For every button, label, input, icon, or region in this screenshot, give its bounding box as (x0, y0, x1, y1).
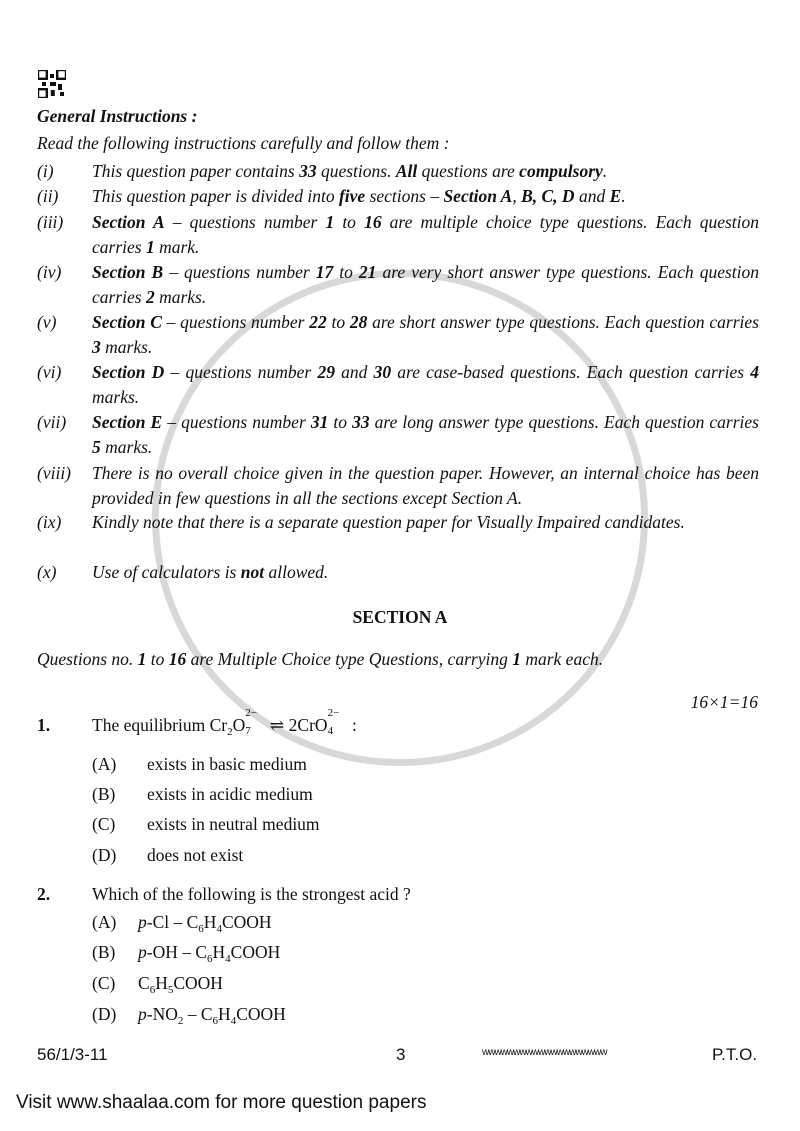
text: H (218, 1004, 231, 1024)
option-label: (C) (92, 973, 116, 993)
text: to (146, 649, 169, 669)
option-b (92, 942, 280, 963)
bold-text: Section A (92, 212, 165, 232)
bold-text: compulsory (519, 161, 603, 181)
subscript: 4 (216, 923, 222, 935)
text: are long answer type questions. Each question carries (369, 412, 759, 432)
text: to (326, 312, 350, 332)
bold-text: 5 (92, 436, 101, 457)
option-text (147, 845, 243, 865)
option-label: (B) (92, 784, 116, 804)
text: to (328, 412, 353, 432)
italic-text: p (138, 1004, 147, 1024)
section-marks: 16×1=16 (690, 692, 758, 712)
instruction-item (37, 510, 759, 535)
text: exists in acidic medium (147, 784, 313, 804)
instruction-text (92, 310, 759, 359)
pto-label: P.T.O. (712, 1045, 758, 1064)
text: – questions number (162, 412, 311, 432)
text: COOH (230, 942, 281, 962)
instruction-number: (v) (37, 312, 57, 332)
bold-text: 28 (349, 312, 368, 332)
page-number: 3 (396, 1045, 406, 1064)
text: -Cl – C (146, 912, 199, 932)
text: marks. (154, 286, 207, 307)
option-d (92, 1004, 286, 1025)
bold-text: 22 (309, 312, 327, 332)
bold-text: B, C, D (521, 186, 575, 206)
text: are Multiple Choice type Questions, carrying (186, 649, 513, 669)
option-text (138, 973, 223, 996)
text: The equilibrium Cr (92, 715, 228, 735)
subscript: 4 (230, 1015, 237, 1027)
text: allowed. (264, 562, 329, 582)
text: – questions number (164, 212, 326, 232)
instruction-item (37, 560, 759, 585)
bold-text: Section C (92, 312, 162, 332)
bold-text: 29 (317, 362, 335, 382)
option-a (92, 912, 272, 933)
bold-text: E (609, 186, 622, 206)
text: : (347, 715, 357, 735)
text: mark each. (520, 649, 604, 669)
instruction-item (37, 360, 759, 409)
text: C (138, 973, 150, 993)
option-a (92, 754, 307, 775)
bold-text: 1 (512, 649, 521, 669)
bold-text: Section A (443, 186, 513, 206)
instruction-item (37, 159, 759, 184)
option-label: (D) (92, 1004, 117, 1024)
option-text (138, 1004, 286, 1027)
sub-superscript (245, 707, 265, 737)
superscript: 2− (245, 707, 257, 719)
bold-text: 31 (310, 412, 329, 432)
text: COOH (236, 1004, 286, 1024)
section-title: SECTION A (352, 607, 448, 627)
subscript: 4 (327, 725, 334, 737)
paper-code: 56/1/3-11 (37, 1045, 108, 1064)
text: mark. (154, 236, 200, 257)
option-label: (D) (92, 845, 117, 865)
text: – C (183, 1004, 213, 1024)
text: ⇌ 2CrO (265, 715, 328, 735)
website-banner: Visit www.shaalaa.com for more question papers (16, 1092, 427, 1113)
option-d (92, 845, 243, 866)
bold-text: 33 (352, 412, 370, 432)
superscript: 2− (327, 707, 340, 719)
text: marks. (100, 436, 153, 457)
text: There is no overall choice given in the question paper. However, an internal choice has been provided in few questions in all the sections except Section A. (92, 463, 759, 508)
subscript: 2 (177, 1015, 184, 1027)
instruction-number: (vii) (37, 412, 67, 432)
bold-text: 2 (145, 286, 155, 307)
option-text (138, 912, 272, 935)
option-b (92, 784, 313, 805)
subscript: 6 (149, 984, 156, 996)
option-text (138, 942, 281, 965)
instruction-text (92, 184, 759, 209)
instruction-number: (iv) (37, 262, 62, 282)
bold-text: 21 (358, 262, 377, 282)
bold-text: 4 (750, 362, 759, 382)
subscript: 4 (225, 953, 231, 965)
bold-text: not (240, 562, 265, 582)
option-c (92, 814, 320, 835)
text: , (512, 186, 522, 206)
text: Kindly note that there is a separate question paper for Visually Impaired candidates. (92, 512, 685, 532)
instruction-text (92, 360, 759, 409)
sub-superscript (327, 707, 348, 737)
text: marks. (92, 386, 140, 407)
instruction-text (92, 510, 759, 535)
text: Questions no. (37, 649, 138, 669)
question-text (92, 707, 357, 738)
text: are multiple choice type questions. Each question carries (92, 212, 760, 257)
instruction-number: (x) (37, 562, 57, 582)
instruction-number: (ii) (37, 186, 59, 206)
text: are very short answer type questions. Each question carries (92, 262, 759, 307)
text: – questions number (164, 362, 318, 382)
instruction-number: (i) (37, 161, 54, 181)
text: – questions number (163, 262, 316, 282)
instruction-text (92, 260, 759, 309)
question-number: 1. (37, 715, 51, 735)
instruction-text (92, 159, 759, 184)
text: H (212, 942, 226, 962)
instruction-item (37, 184, 759, 209)
text: marks. (100, 336, 153, 357)
bold-text: 1 (137, 649, 147, 669)
text: are case-based questions. Each question carries (391, 362, 751, 382)
bold-text: 17 (315, 262, 334, 282)
bold-text: 16 (168, 649, 187, 669)
text: and (334, 362, 374, 382)
instruction-item (37, 210, 759, 259)
subscript: 6 (198, 923, 204, 935)
bold-text: All (395, 161, 418, 181)
text: to (334, 212, 365, 232)
text: COOH (173, 973, 223, 993)
option-label: (C) (92, 814, 116, 834)
text: sections – (365, 186, 444, 206)
general-instructions-heading: General Instructions : (37, 106, 198, 126)
subscript: 6 (212, 1015, 219, 1027)
text: are short answer type questions. Each question carries (367, 312, 759, 332)
option-c (92, 973, 223, 994)
subscript: 7 (245, 725, 251, 737)
italic-text: p (138, 912, 147, 932)
instruction-text (92, 461, 759, 510)
instruction-text (92, 210, 759, 259)
option-text (147, 784, 313, 804)
text: Use of calculators is (92, 562, 241, 582)
instruction-text (92, 410, 759, 459)
wavy-line: wwwwwwwwwwwwwwwwwwww (482, 1047, 607, 1058)
option-text (147, 814, 320, 834)
instruction-item (37, 260, 759, 309)
text: COOH (221, 912, 272, 932)
text: to (333, 262, 359, 282)
subscript: 5 (167, 984, 174, 996)
text: does not exist (147, 845, 244, 865)
bold-text: 30 (373, 362, 392, 382)
instruction-number: (viii) (37, 463, 72, 483)
instruction-item (37, 461, 759, 510)
subscript: 2 (227, 726, 233, 738)
bold-text: Section B (92, 262, 164, 282)
instruction-item (37, 310, 759, 359)
text: -NO (146, 1004, 178, 1024)
bold-text: 1 (325, 212, 335, 232)
text: -OH – C (146, 942, 208, 962)
question-text (92, 884, 411, 905)
option-label: (A) (92, 912, 117, 932)
option-label: (A) (92, 754, 117, 774)
text: exists in basic medium (147, 754, 307, 774)
instruction-text (92, 560, 759, 585)
bold-text: 33 (299, 161, 317, 181)
subscript: 6 (207, 953, 213, 965)
question-number: 2. (37, 884, 51, 904)
text: This question paper is divided into (92, 186, 339, 206)
italic-text: p (138, 942, 147, 962)
option-text (147, 754, 307, 774)
instructions-intro: Read the following instructions carefully and follow them : (37, 133, 450, 153)
text: questions are (417, 161, 520, 181)
text: . (602, 161, 608, 181)
instruction-number: (ix) (37, 512, 62, 532)
option-label: (B) (92, 942, 116, 962)
text: This question paper contains (92, 161, 300, 181)
instruction-item (37, 410, 759, 459)
bold-text: 1 (145, 236, 155, 257)
bold-text: Section D (92, 362, 165, 382)
text: H (203, 912, 217, 932)
bold-text: 3 (92, 336, 101, 357)
instruction-number: (vi) (37, 362, 62, 382)
text: H (155, 973, 168, 993)
bold-text: Section E (92, 412, 163, 432)
instruction-number: (iii) (37, 212, 64, 232)
bold-text: 16 (364, 212, 382, 232)
bold-text: five (338, 186, 366, 206)
text: exists in neutral medium (147, 814, 320, 834)
text: and (574, 186, 610, 206)
text: . (621, 186, 626, 206)
text: O (232, 715, 246, 735)
qr-code-icon (38, 70, 66, 98)
section-note (37, 648, 719, 671)
text: – questions number (161, 312, 310, 332)
text: Which of the following is the strongest acid ? (92, 884, 411, 904)
text: questions. (316, 161, 396, 181)
